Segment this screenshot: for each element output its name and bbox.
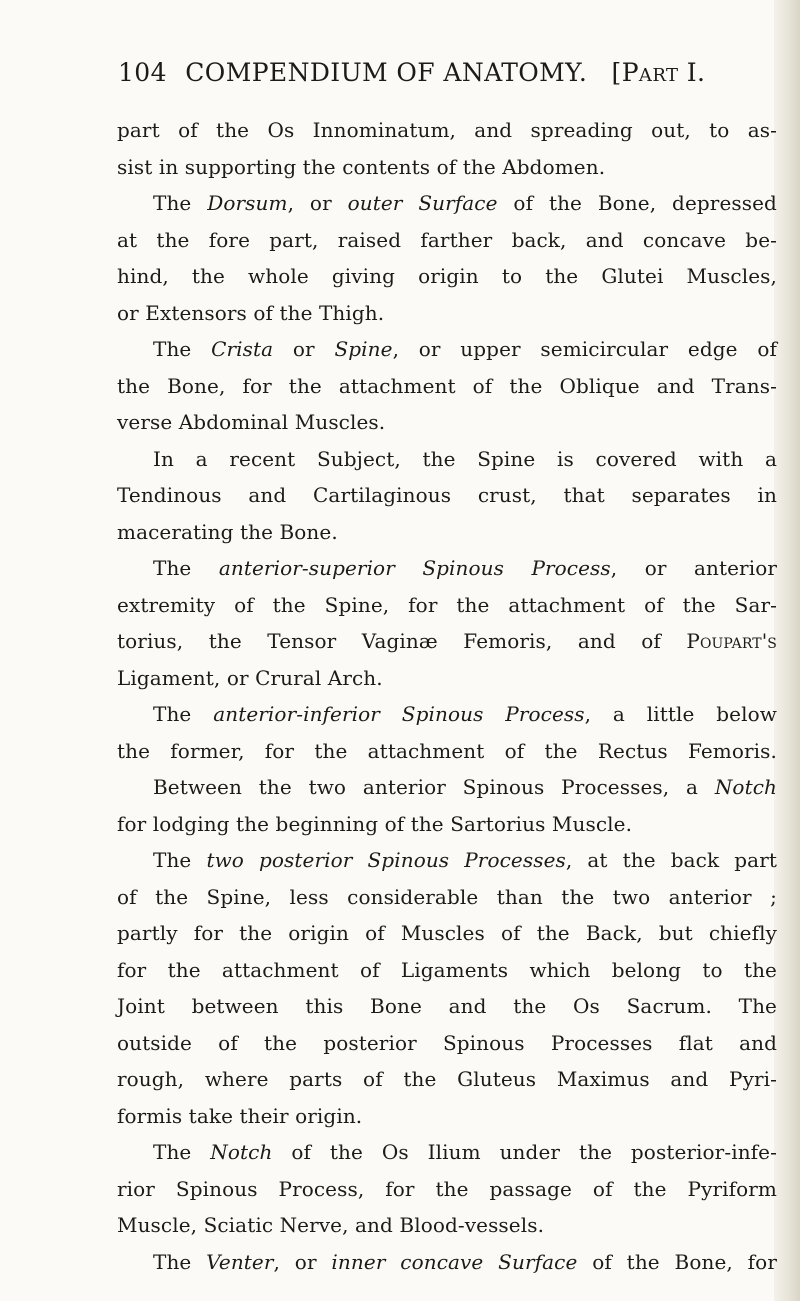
text-line — [117, 185, 777, 222]
text-line — [117, 696, 777, 733]
italic-term: Venter — [206, 1249, 274, 1274]
text-run: outside of the posterior Spinous Processes flat and — [117, 1030, 777, 1055]
body-text — [117, 112, 777, 1280]
text-run: The — [153, 337, 212, 361]
text-run: , or — [287, 191, 348, 215]
text-line — [117, 988, 777, 1025]
text-line — [117, 915, 777, 952]
text-run: , or — [273, 1249, 332, 1274]
text-run: extremity of the Spine, for the attachment of the Sar- — [117, 592, 777, 617]
text-line — [117, 112, 777, 149]
text-line — [117, 1098, 777, 1135]
text-run: Between the two anterior Spinous Processes, a — [153, 775, 715, 799]
text-run: of the Os Ilium under the posterior-infe- — [272, 1140, 777, 1164]
text-run: of the Bone, depressed — [497, 191, 777, 215]
text-run: , at the back part — [565, 848, 777, 872]
text-run: for the attachment of Ligaments which belong to the — [117, 957, 777, 982]
text-run: macerating the Bone. — [117, 519, 338, 544]
text-line — [117, 1134, 777, 1171]
text-line — [117, 733, 777, 770]
italic-term: Notch — [714, 775, 777, 799]
text-line — [117, 842, 777, 879]
text-run: In a recent Subject, the Spine is covered with a — [153, 446, 777, 471]
text-run: The — [153, 1249, 207, 1274]
text-run: The — [153, 848, 207, 872]
text-line — [117, 477, 777, 514]
text-line — [117, 769, 777, 806]
text-line — [117, 550, 777, 587]
text-line — [117, 404, 777, 441]
text-run: , or anterior — [610, 556, 777, 580]
italic-term: Notch — [210, 1140, 273, 1164]
text-line — [117, 1244, 777, 1281]
text-run: Ligament, or Crural Arch. — [117, 665, 383, 690]
text-run: formis take their origin. — [117, 1103, 363, 1128]
text-line — [117, 587, 777, 624]
text-line — [117, 952, 777, 989]
text-run: or — [273, 337, 335, 361]
italic-term: Crista — [211, 337, 274, 361]
italic-term: two posterior Spinous Processes — [206, 848, 566, 872]
text-line — [117, 331, 777, 368]
text-run: of the Spine, less considerable than the two anterior ; — [117, 884, 777, 909]
running-title: COMPENDIUM OF ANATOMY. — [185, 58, 588, 87]
text-line — [117, 660, 777, 697]
text-run: of the Bone, for — [577, 1249, 777, 1274]
running-header — [118, 58, 778, 87]
text-run: rough, where parts of the Gluteus Maximus and Pyri- — [117, 1067, 777, 1091]
text-line — [117, 879, 777, 916]
text-line — [117, 1207, 777, 1244]
italic-term: inner concave Surface — [331, 1249, 578, 1274]
italic-term: Dorsum — [207, 191, 288, 215]
text-run: rior Spinous Process, for the passage of the Pyriform — [117, 1176, 777, 1201]
text-line — [117, 623, 777, 660]
text-run: part of the Os Innominatum, and spreading out, to as- — [117, 118, 777, 142]
small-caps-name: Poupart's — [686, 629, 777, 653]
text-line — [117, 295, 777, 332]
text-run: Muscle, Sciatic Nerve, and Blood-vessels. — [117, 1213, 545, 1237]
text-run: sist in supporting the contents of the Abdomen. — [117, 154, 606, 179]
text-run: torius, the Tensor Vaginæ Femoris, and of — [117, 629, 687, 653]
text-line — [117, 1171, 777, 1208]
italic-term: anterior-superior Spinous Process — [218, 556, 611, 580]
text-line — [117, 1025, 777, 1062]
italic-term: anterior-inferior Spinous Process — [213, 702, 585, 726]
part-label: [Part I. — [611, 58, 706, 87]
text-line — [117, 1061, 777, 1098]
text-run: the Bone, for the attachment of the Oblique and Trans- — [117, 373, 777, 398]
text-run: Tendinous and Cartilaginous crust, that separates in — [117, 483, 777, 507]
text-run: or Extensors of the Thigh. — [117, 300, 385, 325]
text-line — [117, 222, 777, 259]
text-line — [117, 514, 777, 551]
italic-term: outer Surface — [347, 191, 498, 215]
italic-term: Spine — [334, 337, 393, 361]
text-line — [117, 368, 777, 405]
text-run: partly for the origin of Muscles of the Back, but chiefly — [117, 921, 777, 945]
text-run: The — [153, 191, 208, 215]
text-line — [117, 806, 777, 843]
text-line — [117, 441, 777, 478]
text-run: , a little below — [584, 702, 777, 726]
page-number: 104 — [118, 58, 167, 87]
text-run: Joint between this Bone and the Os Sacrum. The — [117, 994, 777, 1018]
text-run: The — [153, 1140, 211, 1164]
text-run: verse Abdominal Muscles. — [117, 410, 386, 434]
text-run: at the fore part, raised farther back, and concave be- — [117, 227, 777, 252]
text-run: the former, for the attachment of the Rectus Femoris. — [117, 738, 777, 763]
text-run: , or upper semicircular edge of — [392, 337, 777, 361]
text-run: The — [153, 702, 214, 726]
text-run: for lodging the beginning of the Sartorius Muscle. — [117, 811, 633, 836]
text-run: The — [153, 556, 219, 580]
text-run: hind, the whole giving origin to the Glutei Muscles, — [117, 264, 777, 288]
text-line — [117, 149, 777, 186]
text-line — [117, 258, 777, 295]
page-edge-shadow — [774, 0, 800, 1301]
